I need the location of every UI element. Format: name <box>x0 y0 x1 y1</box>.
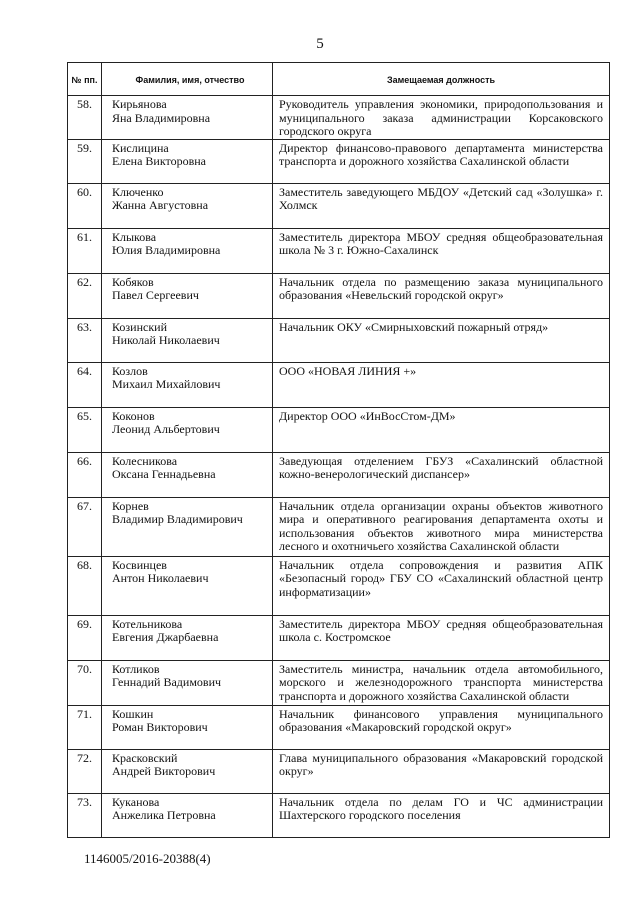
row-number: 72. <box>68 749 102 793</box>
row-number: 58. <box>68 96 102 140</box>
header-number: № пп. <box>68 63 102 96</box>
surname: Кошкин <box>112 706 154 721</box>
given-names: Евгения Джарбаевна <box>112 630 219 644</box>
given-names: Антон Николаевич <box>112 571 209 585</box>
given-names: Оксана Геннадьевна <box>112 467 216 481</box>
person-name <box>102 96 273 140</box>
position-title: Заместитель директора МБОУ средняя общеобразовательная школа с. Костромское <box>273 615 610 660</box>
given-names: Яна Владимировна <box>112 110 211 125</box>
table-row <box>68 660 610 705</box>
given-names: Леонид Альбертович <box>112 422 220 436</box>
table-row <box>68 497 610 556</box>
row-number: 61. <box>68 228 102 273</box>
surname: Козинский <box>112 319 167 334</box>
given-names: Юлия Владимировна <box>112 243 221 257</box>
position-title: Глава муниципального образования «Макаровский городской округ» <box>273 749 610 793</box>
surname: Кислицина <box>112 140 169 155</box>
surname: Коконов <box>112 408 155 423</box>
person-name <box>102 362 273 407</box>
surname: Косвинцев <box>112 557 167 572</box>
person-name <box>102 452 273 497</box>
person-name <box>102 660 273 705</box>
position-title: Заведующая отделением ГБУЗ «Сахалинский областной кожно-венерологический диспансер» <box>273 452 610 497</box>
row-number: 63. <box>68 318 102 362</box>
table-row <box>68 556 610 615</box>
position-title: Начальник отдела организации охраны объектов животного мира и оперативного реагирования департамента охоты и использования объектов животного мира министерства лесного и охотничьего хозяйства Сахалинской области <box>273 497 610 556</box>
position-title: Директор ООО «ИнВосСтом-ДМ» <box>273 407 610 452</box>
given-names: Геннадий Вадимович <box>112 675 222 689</box>
table-row <box>68 362 610 407</box>
surname: Красковский <box>112 750 178 765</box>
row-number: 71. <box>68 705 102 749</box>
table-row <box>68 273 610 318</box>
position-title: ООО «НОВАЯ ЛИНИЯ +» <box>273 362 610 407</box>
surname: Ключенко <box>112 184 164 199</box>
table-row <box>68 318 610 362</box>
given-names: Елена Викторовна <box>112 154 206 168</box>
header-full-name: Фамилия, имя, отчество <box>102 63 273 96</box>
surname: Кирьянова <box>112 97 167 111</box>
given-names: Владимир Владимирович <box>112 512 243 526</box>
table-row <box>68 452 610 497</box>
person-name <box>102 497 273 556</box>
table-row <box>68 139 610 183</box>
table-row <box>68 749 610 793</box>
person-name <box>102 705 273 749</box>
surname: Котельникова <box>112 616 183 631</box>
table-row <box>68 793 610 837</box>
position-title: Заместитель министра, начальник отдела автомобильного, морского и железнодорожного транспорта министерства транспорта и дорожного хозяйства Сахалинской области <box>273 660 610 705</box>
person-name <box>102 407 273 452</box>
document-registration-code: 1146005/2016-20388(4) <box>84 851 211 866</box>
row-number: 64. <box>68 362 102 407</box>
position-title: Начальник ОКУ «Смирныховский пожарный отряд» <box>273 318 610 362</box>
person-name <box>102 228 273 273</box>
row-number: 66. <box>68 452 102 497</box>
person-name <box>102 749 273 793</box>
given-names: Роман Викторович <box>112 720 208 734</box>
surname: Куканова <box>112 794 160 809</box>
surname: Котликов <box>112 661 160 676</box>
person-name <box>102 273 273 318</box>
surname: Клыкова <box>112 229 157 244</box>
position-title: Начальник отдела сопровождения и развития АПК «Безопасный город» ГБУ СО «Сахалинский областной центр информатизации» <box>273 556 610 615</box>
row-number: 68. <box>68 556 102 615</box>
table-row <box>68 615 610 660</box>
table-body <box>68 96 610 838</box>
position-title: Начальник финансового управления муниципального образования «Макаровский городской округ» <box>273 705 610 749</box>
table-row <box>68 407 610 452</box>
row-number: 67. <box>68 497 102 556</box>
given-names: Павел Сергеевич <box>112 288 199 302</box>
position-title: Руководитель управления экономики, природопользования и муниципального заказа администрации Корсаковского городского округа <box>273 96 610 140</box>
position-title: Заместитель заведующего МБДОУ «Детский сад «Золушка» г. Холмск <box>273 183 610 228</box>
page-number: 5 <box>316 36 324 52</box>
surname: Колесникова <box>112 453 178 468</box>
header-position: Замещаемая должность <box>273 63 610 96</box>
person-name <box>102 183 273 228</box>
given-names: Андрей Викторович <box>112 764 216 778</box>
row-number: 59. <box>68 139 102 183</box>
table-row <box>68 705 610 749</box>
row-number: 65. <box>68 407 102 452</box>
given-names: Михаил Михайлович <box>112 377 221 391</box>
given-names: Жанна Августовна <box>112 198 209 212</box>
surname: Козлов <box>112 363 148 378</box>
person-name <box>102 615 273 660</box>
person-name <box>102 556 273 615</box>
surname: Корнев <box>112 498 149 513</box>
position-title: Начальник отдела по делам ГО и ЧС администрации Шахтерского городского поселения <box>273 793 610 837</box>
surname: Кобяков <box>112 274 154 289</box>
given-names: Анжелика Петровна <box>112 808 216 822</box>
row-number: 70. <box>68 660 102 705</box>
officials-table <box>67 62 610 838</box>
row-number: 62. <box>68 273 102 318</box>
table-row <box>68 96 610 140</box>
position-title: Директор финансово-правового департамента министерства транспорта и дорожного хозяйства Сахалинской области <box>273 139 610 183</box>
row-number: 69. <box>68 615 102 660</box>
table-header-row <box>68 63 610 96</box>
person-name <box>102 318 273 362</box>
person-name <box>102 139 273 183</box>
row-number: 60. <box>68 183 102 228</box>
table-row <box>68 183 610 228</box>
position-title: Заместитель директора МБОУ средняя общеобразовательная школа № 3 г. Южно-Сахалинск <box>273 228 610 273</box>
person-name <box>102 793 273 837</box>
given-names: Николай Николаевич <box>112 333 220 347</box>
table-row <box>68 228 610 273</box>
row-number: 73. <box>68 793 102 837</box>
position-title: Начальник отдела по размещению заказа муниципального образования «Невельский городской округ» <box>273 273 610 318</box>
